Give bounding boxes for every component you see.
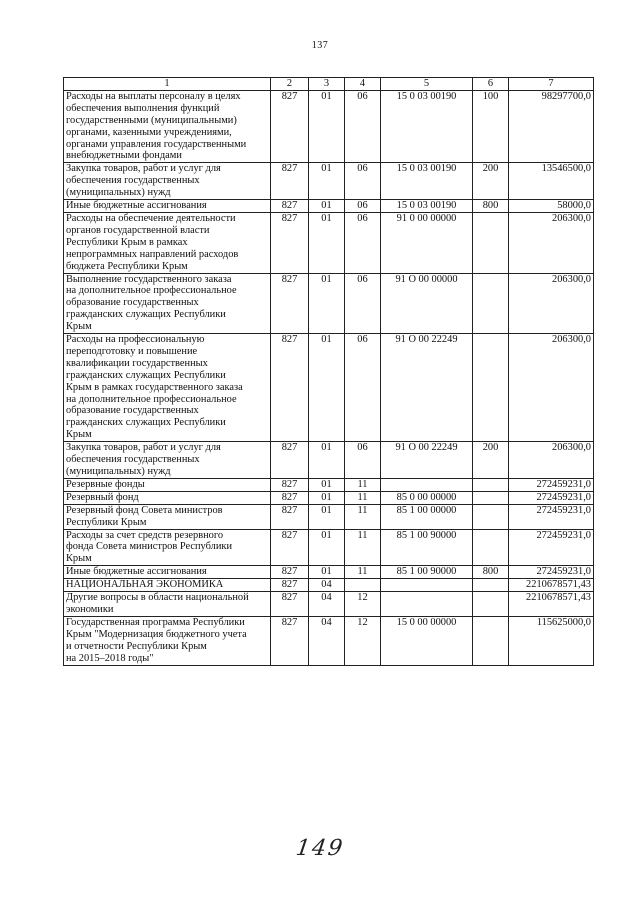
target-article-cell [381,478,473,491]
subsection-code-cell: 11 [345,566,381,579]
amount-cell: 2210678571,43 [509,579,594,592]
header-cell: 6 [473,78,509,91]
header-cell: 7 [509,78,594,91]
expense-name-cell: Резервный фонд Совета министров Республики Крым [64,504,271,529]
subsection-code-cell: 11 [345,529,381,566]
table-row [64,212,594,273]
table-row [64,566,594,579]
handwritten-page-number: 149 [294,836,346,861]
table-row [64,579,594,592]
section-code-cell: 01 [309,504,345,529]
expense-name-cell: Расходы на обеспечение деятельности органов государственной власти Республики Крым в рамках непрограммных направлений расходов бюджета Республики Крым [64,212,271,273]
amount-cell: 206300,0 [509,212,594,273]
header-cell: 3 [309,78,345,91]
amount-cell: 58000,0 [509,200,594,213]
page-number: 137 [311,40,329,51]
ministry-code-cell: 827 [271,579,309,592]
section-code-cell: 01 [309,163,345,200]
expense-type-cell: 800 [473,566,509,579]
expense-type-cell [473,579,509,592]
section-code-cell: 01 [309,566,345,579]
ministry-code-cell: 827 [271,90,309,162]
target-article-cell: 85 1 00 00000 [381,504,473,529]
ministry-code-cell: 827 [271,212,309,273]
subsection-code-cell: 06 [345,90,381,162]
subsection-code-cell: 11 [345,491,381,504]
table-row [64,504,594,529]
ministry-code-cell: 827 [271,592,309,617]
amount-cell: 272459231,0 [509,529,594,566]
amount-cell: 206300,0 [509,442,594,479]
expense-name-cell: НАЦИОНАЛЬНАЯ ЭКОНОМИКА [64,579,271,592]
target-article-cell: 91 0 00 00000 [381,212,473,273]
amount-cell: 272459231,0 [509,566,594,579]
expense-name-cell: Закупка товаров, работ и услуг для обеспечения государственных (муниципальных) нужд [64,442,271,479]
table-row [64,90,594,162]
section-code-cell: 01 [309,90,345,162]
expense-type-cell [473,273,509,334]
amount-cell: 98297700,0 [509,90,594,162]
section-code-cell: 01 [309,212,345,273]
target-article-cell: 91 О 00 00000 [381,273,473,334]
subsection-code-cell: 12 [345,592,381,617]
target-article-cell [381,579,473,592]
ministry-code-cell: 827 [271,491,309,504]
ministry-code-cell: 827 [271,334,309,442]
ministry-code-cell: 827 [271,163,309,200]
target-article-cell: 15 0 00 00000 [381,616,473,665]
header-cell: 1 [64,78,271,91]
table-body [64,90,594,665]
expense-name-cell: Иные бюджетные ассигнования [64,200,271,213]
expense-name-cell: Расходы на профессиональную переподготовку и повышение квалификации государственных гражданских служащих Республики Крым в рамках государственного заказа на дополнительное профессиональное образование государственных гражданских служащих Республики Крым [64,334,271,442]
header-cell: 5 [381,78,473,91]
ministry-code-cell: 827 [271,200,309,213]
subsection-code-cell: 06 [345,442,381,479]
expense-type-cell [473,616,509,665]
ministry-code-cell: 827 [271,566,309,579]
target-article-cell: 91 О 00 22249 [381,442,473,479]
amount-cell: 115625000,0 [509,616,594,665]
expense-name-cell: Другие вопросы в области национальной экономики [64,592,271,617]
section-code-cell: 04 [309,592,345,617]
section-code-cell: 01 [309,200,345,213]
section-code-cell: 01 [309,273,345,334]
subsection-code-cell: 06 [345,334,381,442]
section-code-cell: 01 [309,491,345,504]
ministry-code-cell: 827 [271,616,309,665]
ministry-code-cell: 827 [271,273,309,334]
subsection-code-cell: 11 [345,504,381,529]
ministry-code-cell: 827 [271,442,309,479]
subsection-code-cell: 06 [345,163,381,200]
table-row [64,273,594,334]
target-article-cell: 85 1 00 90000 [381,529,473,566]
section-code-cell: 01 [309,442,345,479]
expense-name-cell: Резервные фонды [64,478,271,491]
expense-type-cell [473,478,509,491]
subsection-code-cell: 06 [345,212,381,273]
expense-name-cell: Расходы на выплаты персоналу в целях обеспечения выполнения функций государственными (муниципальными) органами, казенными учреждениями, органами управления государственными внебюджетными фондами [64,90,271,162]
subsection-code-cell: 12 [345,616,381,665]
expense-name-cell: Резервный фонд [64,491,271,504]
section-code-cell: 01 [309,334,345,442]
subsection-code-cell: 06 [345,200,381,213]
expense-name-cell: Иные бюджетные ассигнования [64,566,271,579]
budget-table [63,77,594,666]
expense-name-cell: Закупка товаров, работ и услуг для обеспечения государственных (муниципальных) нужд [64,163,271,200]
expense-name-cell: Государственная программа Республики Крым "Модернизация бюджетного учета и отчетности Республики Крым на 2015–2018 годы" [64,616,271,665]
section-code-cell: 04 [309,616,345,665]
target-article-cell: 15 0 03 00190 [381,163,473,200]
amount-cell: 272459231,0 [509,491,594,504]
table-row [64,529,594,566]
amount-cell: 206300,0 [509,334,594,442]
section-code-cell: 04 [309,579,345,592]
amount-cell: 206300,0 [509,273,594,334]
amount-cell: 272459231,0 [509,478,594,491]
table-row [64,334,594,442]
header-cell: 4 [345,78,381,91]
expense-type-cell: 200 [473,442,509,479]
ministry-code-cell: 827 [271,529,309,566]
target-article-cell: 15 0 03 00190 [381,200,473,213]
expense-name-cell: Выполнение государственного заказа на дополнительное профессиональное образование государственных гражданских служащих Республики Крым [64,273,271,334]
expense-type-cell [473,334,509,442]
table-row [64,200,594,213]
expense-type-cell [473,491,509,504]
target-article-cell [381,592,473,617]
ministry-code-cell: 827 [271,504,309,529]
table-row [64,478,594,491]
header-row [64,78,594,91]
subsection-code-cell: 06 [345,273,381,334]
table-row [64,616,594,665]
section-code-cell: 01 [309,478,345,491]
target-article-cell: 85 1 00 90000 [381,566,473,579]
target-article-cell: 91 О 00 22249 [381,334,473,442]
expense-type-cell [473,592,509,617]
ministry-code-cell: 827 [271,478,309,491]
target-article-cell: 85 0 00 00000 [381,491,473,504]
table-row [64,163,594,200]
header-cell: 2 [271,78,309,91]
subsection-code-cell: 11 [345,478,381,491]
expense-type-cell [473,504,509,529]
amount-cell: 13546500,0 [509,163,594,200]
expense-type-cell: 800 [473,200,509,213]
table-row [64,491,594,504]
expense-type-cell: 200 [473,163,509,200]
amount-cell: 272459231,0 [509,504,594,529]
table-row [64,592,594,617]
target-article-cell: 15 0 03 00190 [381,90,473,162]
expense-type-cell [473,212,509,273]
section-code-cell: 01 [309,529,345,566]
table-row [64,442,594,479]
expense-type-cell [473,529,509,566]
subsection-code-cell [345,579,381,592]
expense-type-cell: 100 [473,90,509,162]
amount-cell: 2210678571,43 [509,592,594,617]
expense-name-cell: Расходы за счет средств резервного фонда Совета министров Республики Крым [64,529,271,566]
